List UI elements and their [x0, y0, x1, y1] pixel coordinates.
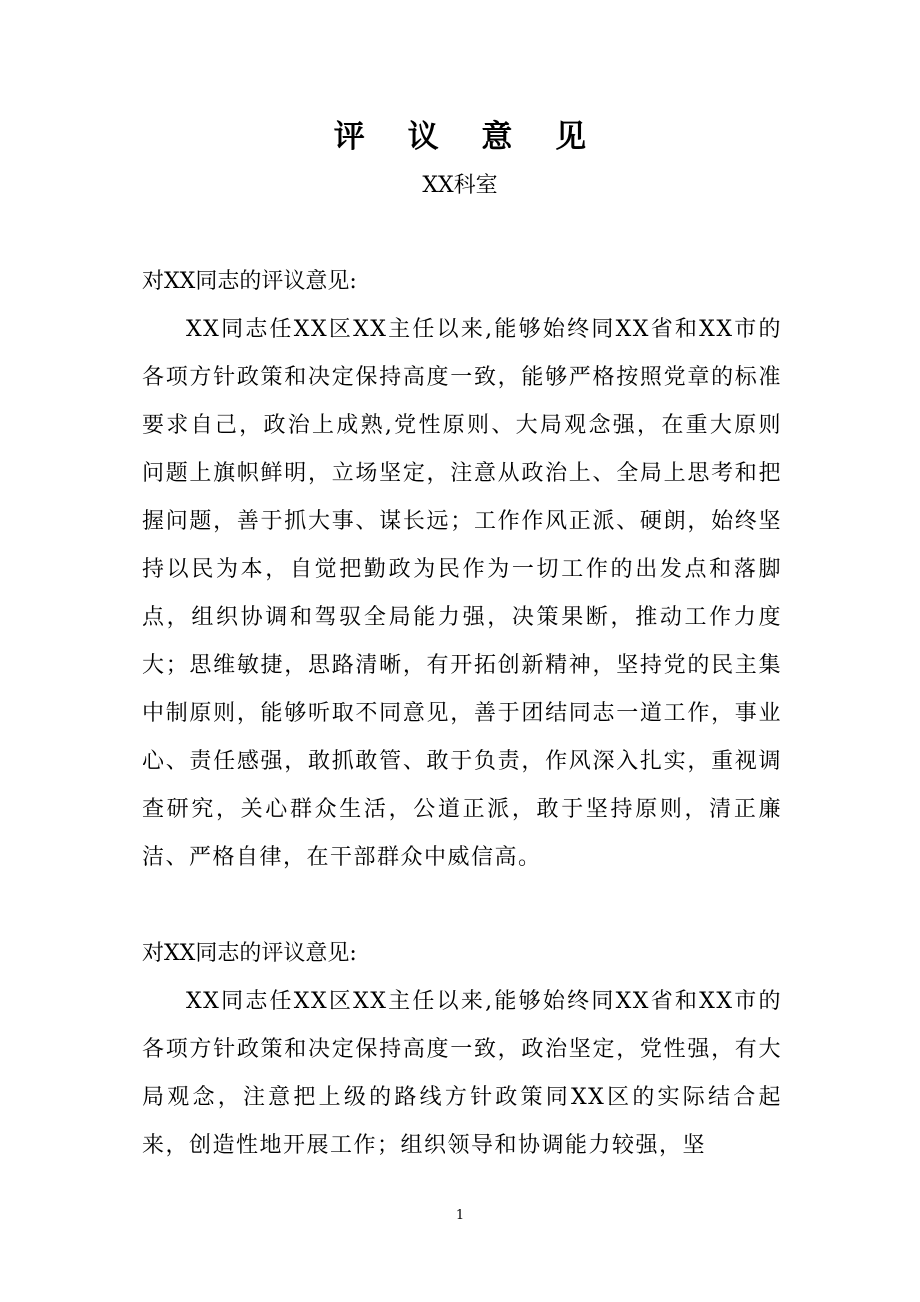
- evaluation-section: [142, 258, 782, 882]
- section-heading: 对XX同志的评议意见:: [142, 269, 357, 294]
- department-name: XX科室: [422, 173, 498, 198]
- section-heading: 对XX同志的评议意见:: [142, 941, 357, 966]
- evaluation-section: [142, 930, 782, 1170]
- document-title: 评 议 意 见: [333, 119, 603, 155]
- page-number: 1: [455, 1208, 465, 1223]
- section-paragraph: XX同志任XX区XX主任以来,能够始终同XX省和XX市的各项方针政策和决定保持高度一致，能够严格按照党章的标准要求自己，政治上成熟,党性原则、大局观念强，在重大原则问题上旗帜鲜明，立场坚定，注意从政治上、全局上思考和把握问题，善于抓大事、谋长远；工作作风正派、硬朗，始终坚持以民为本，自觉把勤政为民作为一切工作的出发点和落脚点，组织协调和驾驭全局能力强，决策果断，推动工作力度大；思维敏捷，思路清晰，有开拓创新精神，坚持党的民主集中制原则，能够听取不同意见，善于团结同志一道工作，事业心、责任感强，敢抓敢管、敢于负责，作风深入扎实，重视调查研究，关心群众生活，公道正派，敢于坚持原则，清正廉洁、严格自律，在干部群众中威信高。: [142, 317, 782, 870]
- section-paragraph: XX同志任XX区XX主任以来,能够始终同XX省和XX市的各项方针政策和决定保持高度一致，政治坚定，党性强，有大局观念，注意把上级的路线方针政策同XX区的实际结合起来，创造性地开展工作；组织领导和协调能力较强，坚: [142, 989, 782, 1158]
